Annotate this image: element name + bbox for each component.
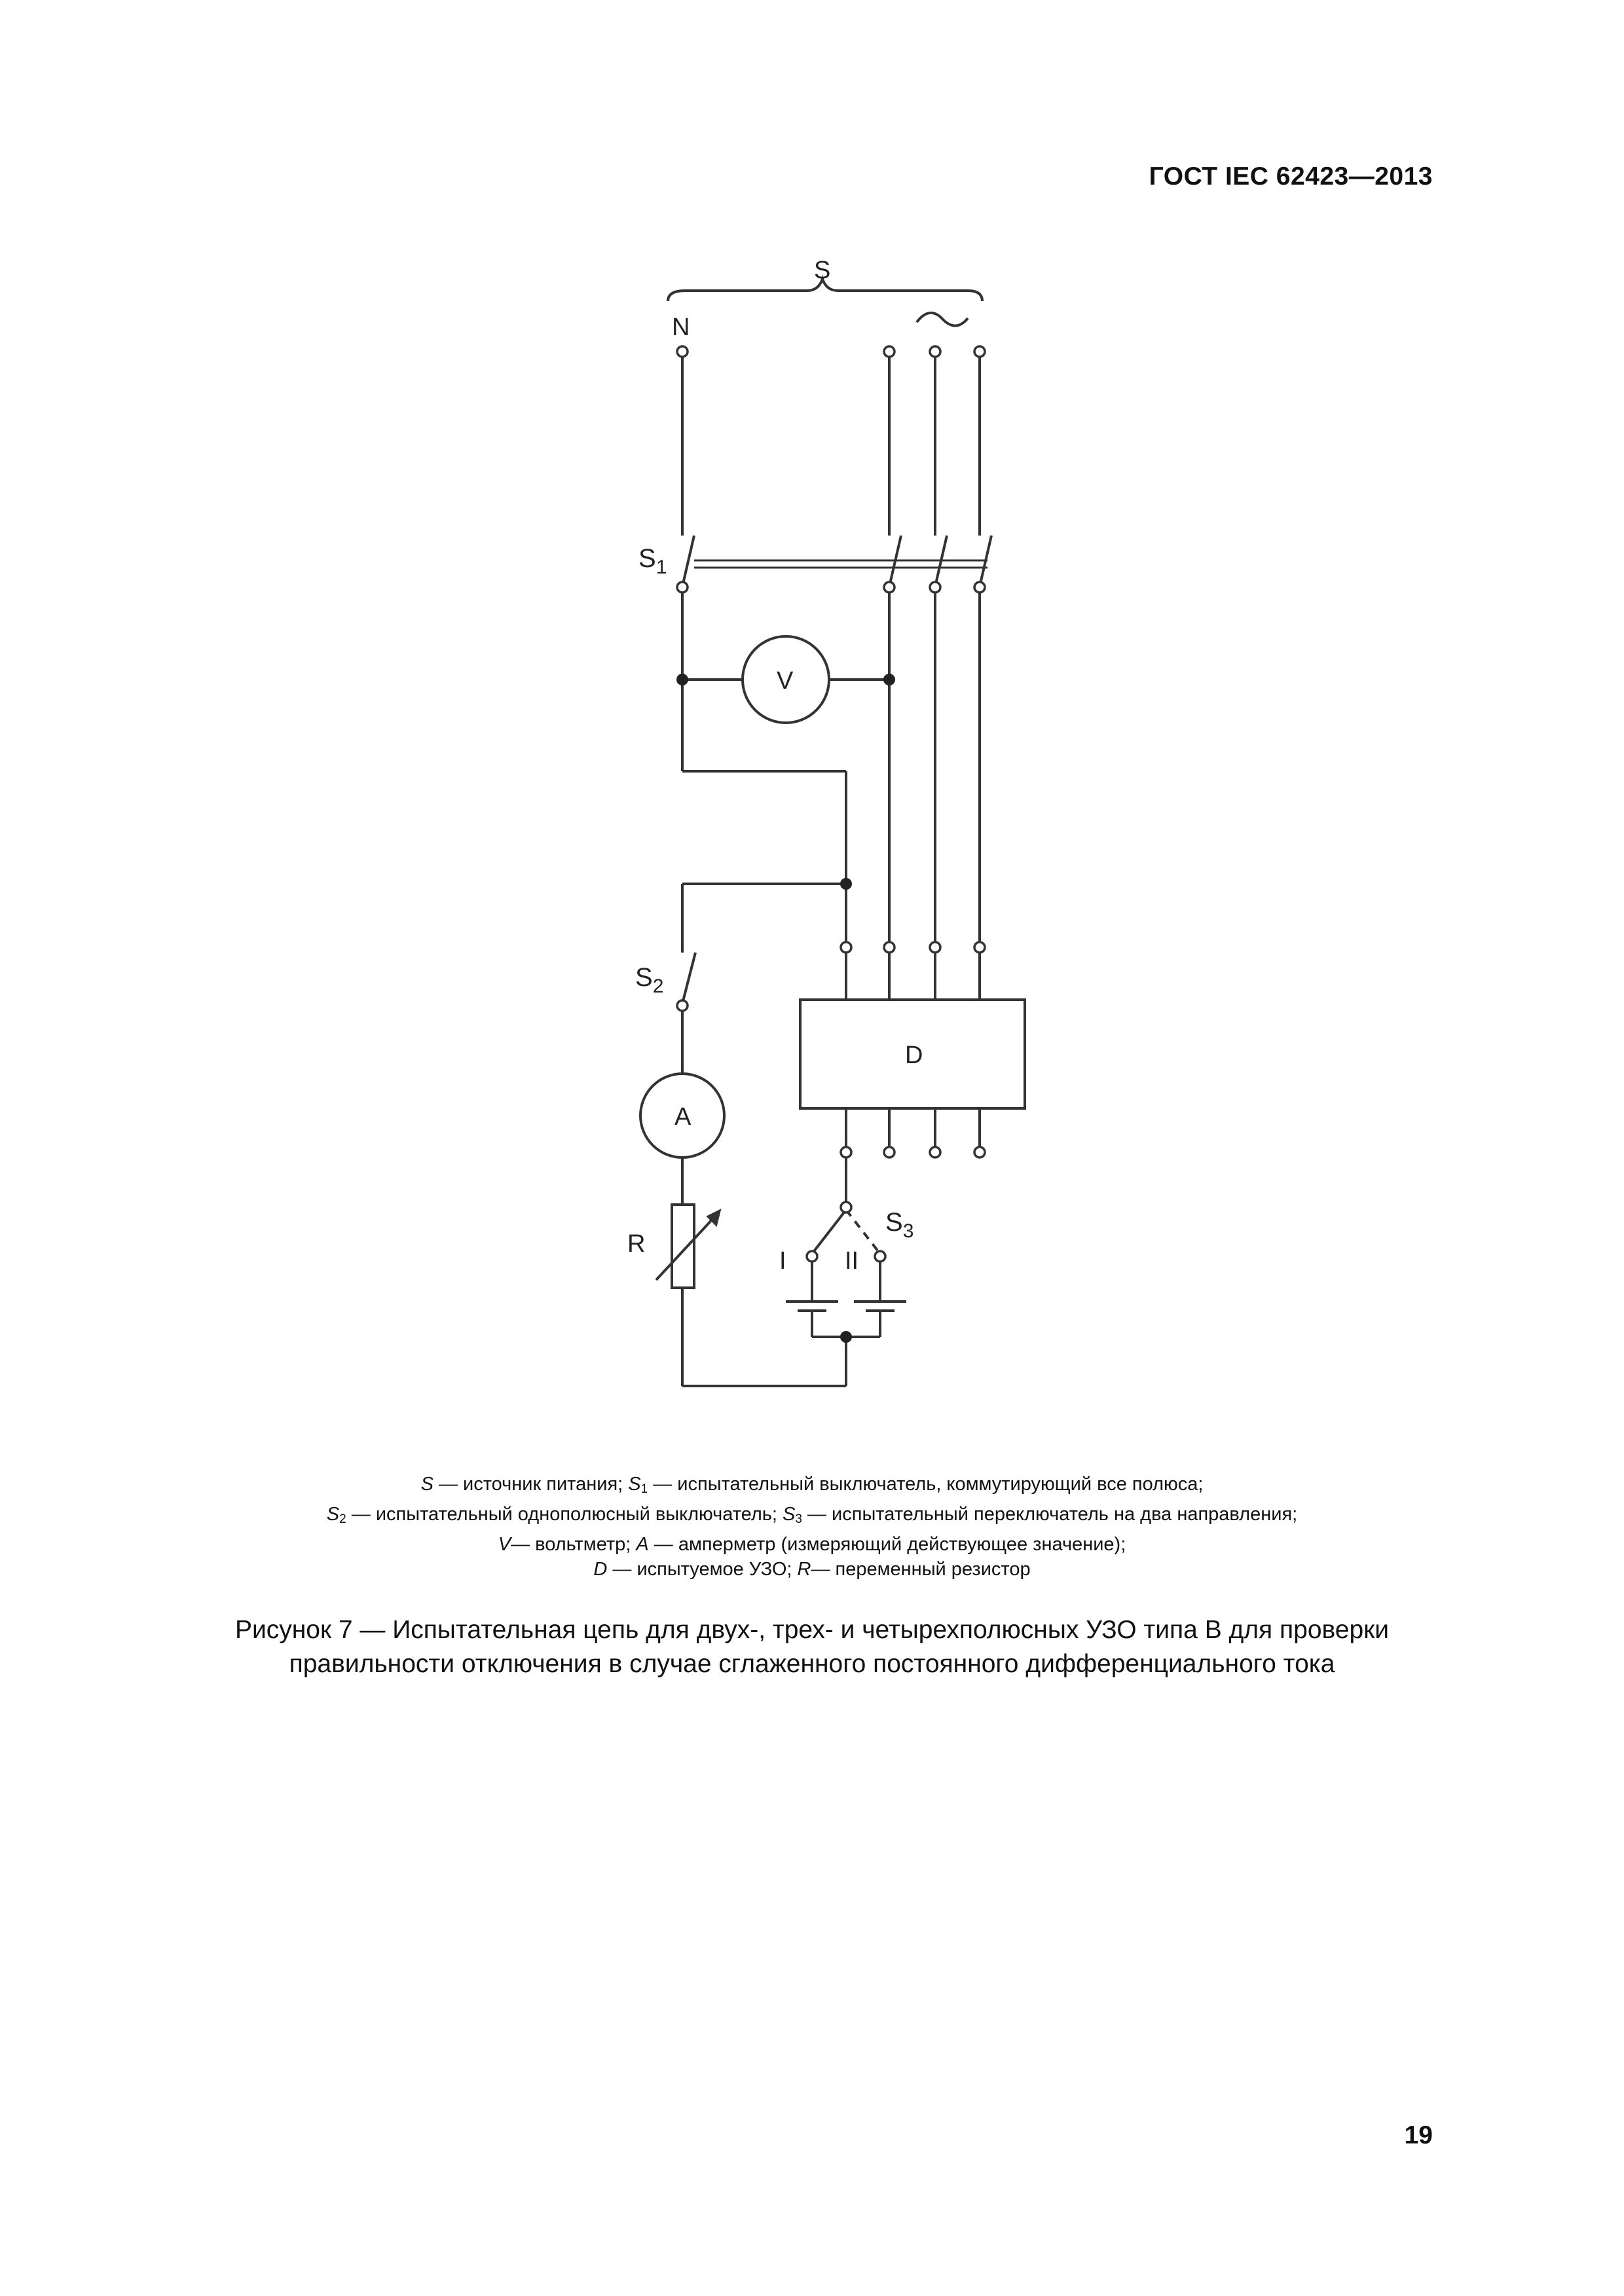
label-r: R <box>627 1230 646 1258</box>
variable-resistor <box>672 1205 694 1288</box>
s1-blade-n <box>682 536 694 587</box>
figure-caption <box>0 1613 1624 1681</box>
s2-blade <box>682 953 695 1004</box>
label-a: A <box>674 1103 692 1131</box>
label-n: N <box>672 314 690 341</box>
legend-line-2: $S_2$ — испытательный однополюсный выключатель; $S_3$ — испытательный переключатель на два направления; <box>326 1504 1298 1526</box>
figure-legend <box>0 1472 1624 1582</box>
legend-line-1: S — источник питания; $S_1$ — испытательный выключатель, коммутирующий все полюса; <box>420 1474 1204 1496</box>
label-s: S <box>814 257 831 284</box>
caption-line-2: правильности отключения в случае сглаженного постоянного дифференциального тока <box>289 1650 1335 1678</box>
label-s3: $S_3$ <box>885 1208 914 1242</box>
label-d: D <box>905 1042 923 1069</box>
s3-blade <box>812 1210 846 1254</box>
label-i: I <box>779 1247 786 1275</box>
label-ii: II <box>845 1247 859 1275</box>
caption-line-1: Рисунок 7 — Испытательная цепь для двух-, трех- и четырехполюсных УЗО типа В для проверки <box>234 1616 1390 1644</box>
label-s2: $S_2$ <box>635 963 664 997</box>
label-v: V <box>777 667 794 695</box>
page-number: 19 <box>1404 2121 1433 2149</box>
label-s1: $S_1$ <box>638 544 667 578</box>
legend-line-3: V— вольтметр; A — амперметр (измеряющий действующее значение); <box>498 1534 1126 1555</box>
ac-symbol <box>917 313 968 326</box>
legend-line-4: D — испытуемое УЗО; R— переменный резистор <box>593 1559 1031 1580</box>
document-header: ГОСТ IEC 62423—2013 <box>1149 162 1433 191</box>
